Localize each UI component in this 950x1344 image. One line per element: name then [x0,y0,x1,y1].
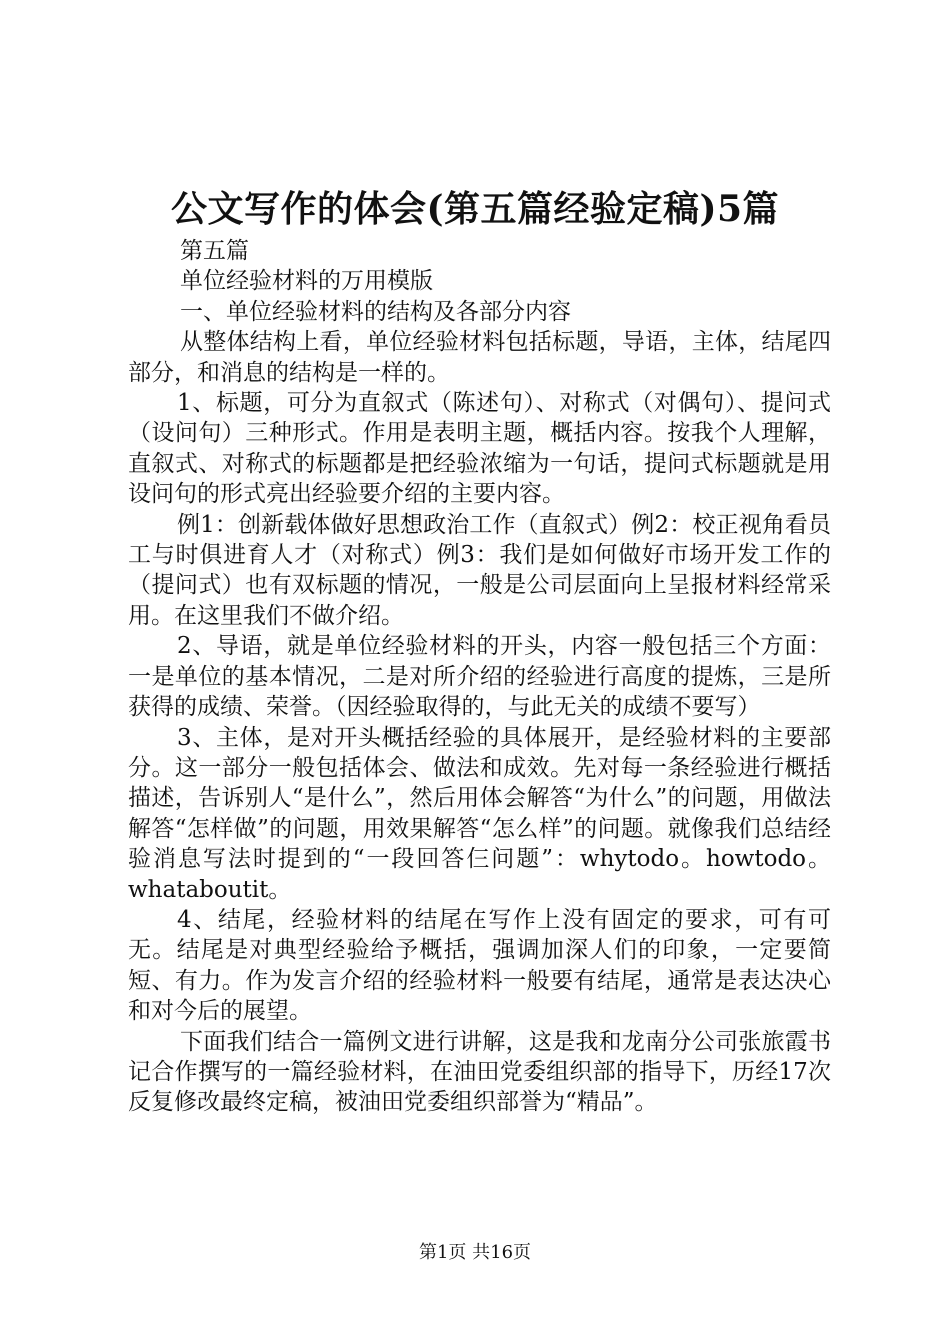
paragraph-examples: 例1：创新载体做好思想政治工作（直叙式）例2：校正视角看员工与时俱进育人才（对称式）例3：我们是如何做好市场开发工作的（提问式）也有双标题的情况，一般是公司层面向上呈报材料经常采用。在这里我们不做介绍。 [128,511,831,629]
document-title: 公文写作的体会(第五篇经验定稿)5篇 [170,188,780,230]
paragraph-overview: 从整体结构上看，单位经验材料包括标题，导语，主体，结尾四部分，和消息的结构是一样的。 [128,329,831,386]
paragraph-main-body-section: 3、主体，是对开头概括经验的具体展开，是经验材料的主要部分。这一部分一般包括体会、做法和成效。先对每一条经验进行概括描述，告诉别人“是什么”，然后用体会解答“为什么”的问题，用做法解答“怎样做”的问题，用效果解答“怎么样”的问题。就像我们总结经验消息写法时提到的“一段回答仨问题”：whytodo。howtodo。whataboutit。 [128,724,831,903]
paragraph-template-heading: 单位经验材料的万用模版 [180,268,433,295]
paragraph-section-label: 第五篇 [180,238,249,264]
document-body [128,236,831,1118]
paragraph-ending-section: 4、结尾，经验材料的结尾在写作上没有固定的要求，可有可无。结尾是对典型经验给予概括，强调加深人们的印象，一定要简短、有力。作为发言介绍的经验材料一般要有结尾，通常是表达决心和对今后的展望。 [128,906,831,1025]
paragraph-lead-section: 2、导语，就是单位经验材料的开头，内容一般包括三个方面：一是单位的基本情况，二是对所介绍的经验进行高度的提炼，三是所获得的成绩、荣誉。（因经验取得的，与此无关的成绩不要写） [128,633,831,721]
page-number-footer: 第1页 共16页 [418,1242,532,1263]
paragraph-example-intro: 下面我们结合一篇例文进行讲解，这是我和龙南分公司张旅霞书记合作撰写的一篇经验材料，在油田党委组织部的指导下，历经17次反复修改最终定稿，被油田党委组织部誉为“精品”。 [128,1028,831,1116]
paragraph-structure-heading: 一、单位经验材料的结构及各部分内容 [180,298,571,325]
paragraph-title-section: 1、标题，可分为直叙式（陈述句）、对称式（对偶句）、提问式（设问句）三种形式。作用是表明主题，概括内容。按我个人理解，直叙式、对称式的标题都是把经验浓缩为一句话，提问式标题就是用设问句的形式亮出经验要介绍的主要内容。 [128,390,831,508]
